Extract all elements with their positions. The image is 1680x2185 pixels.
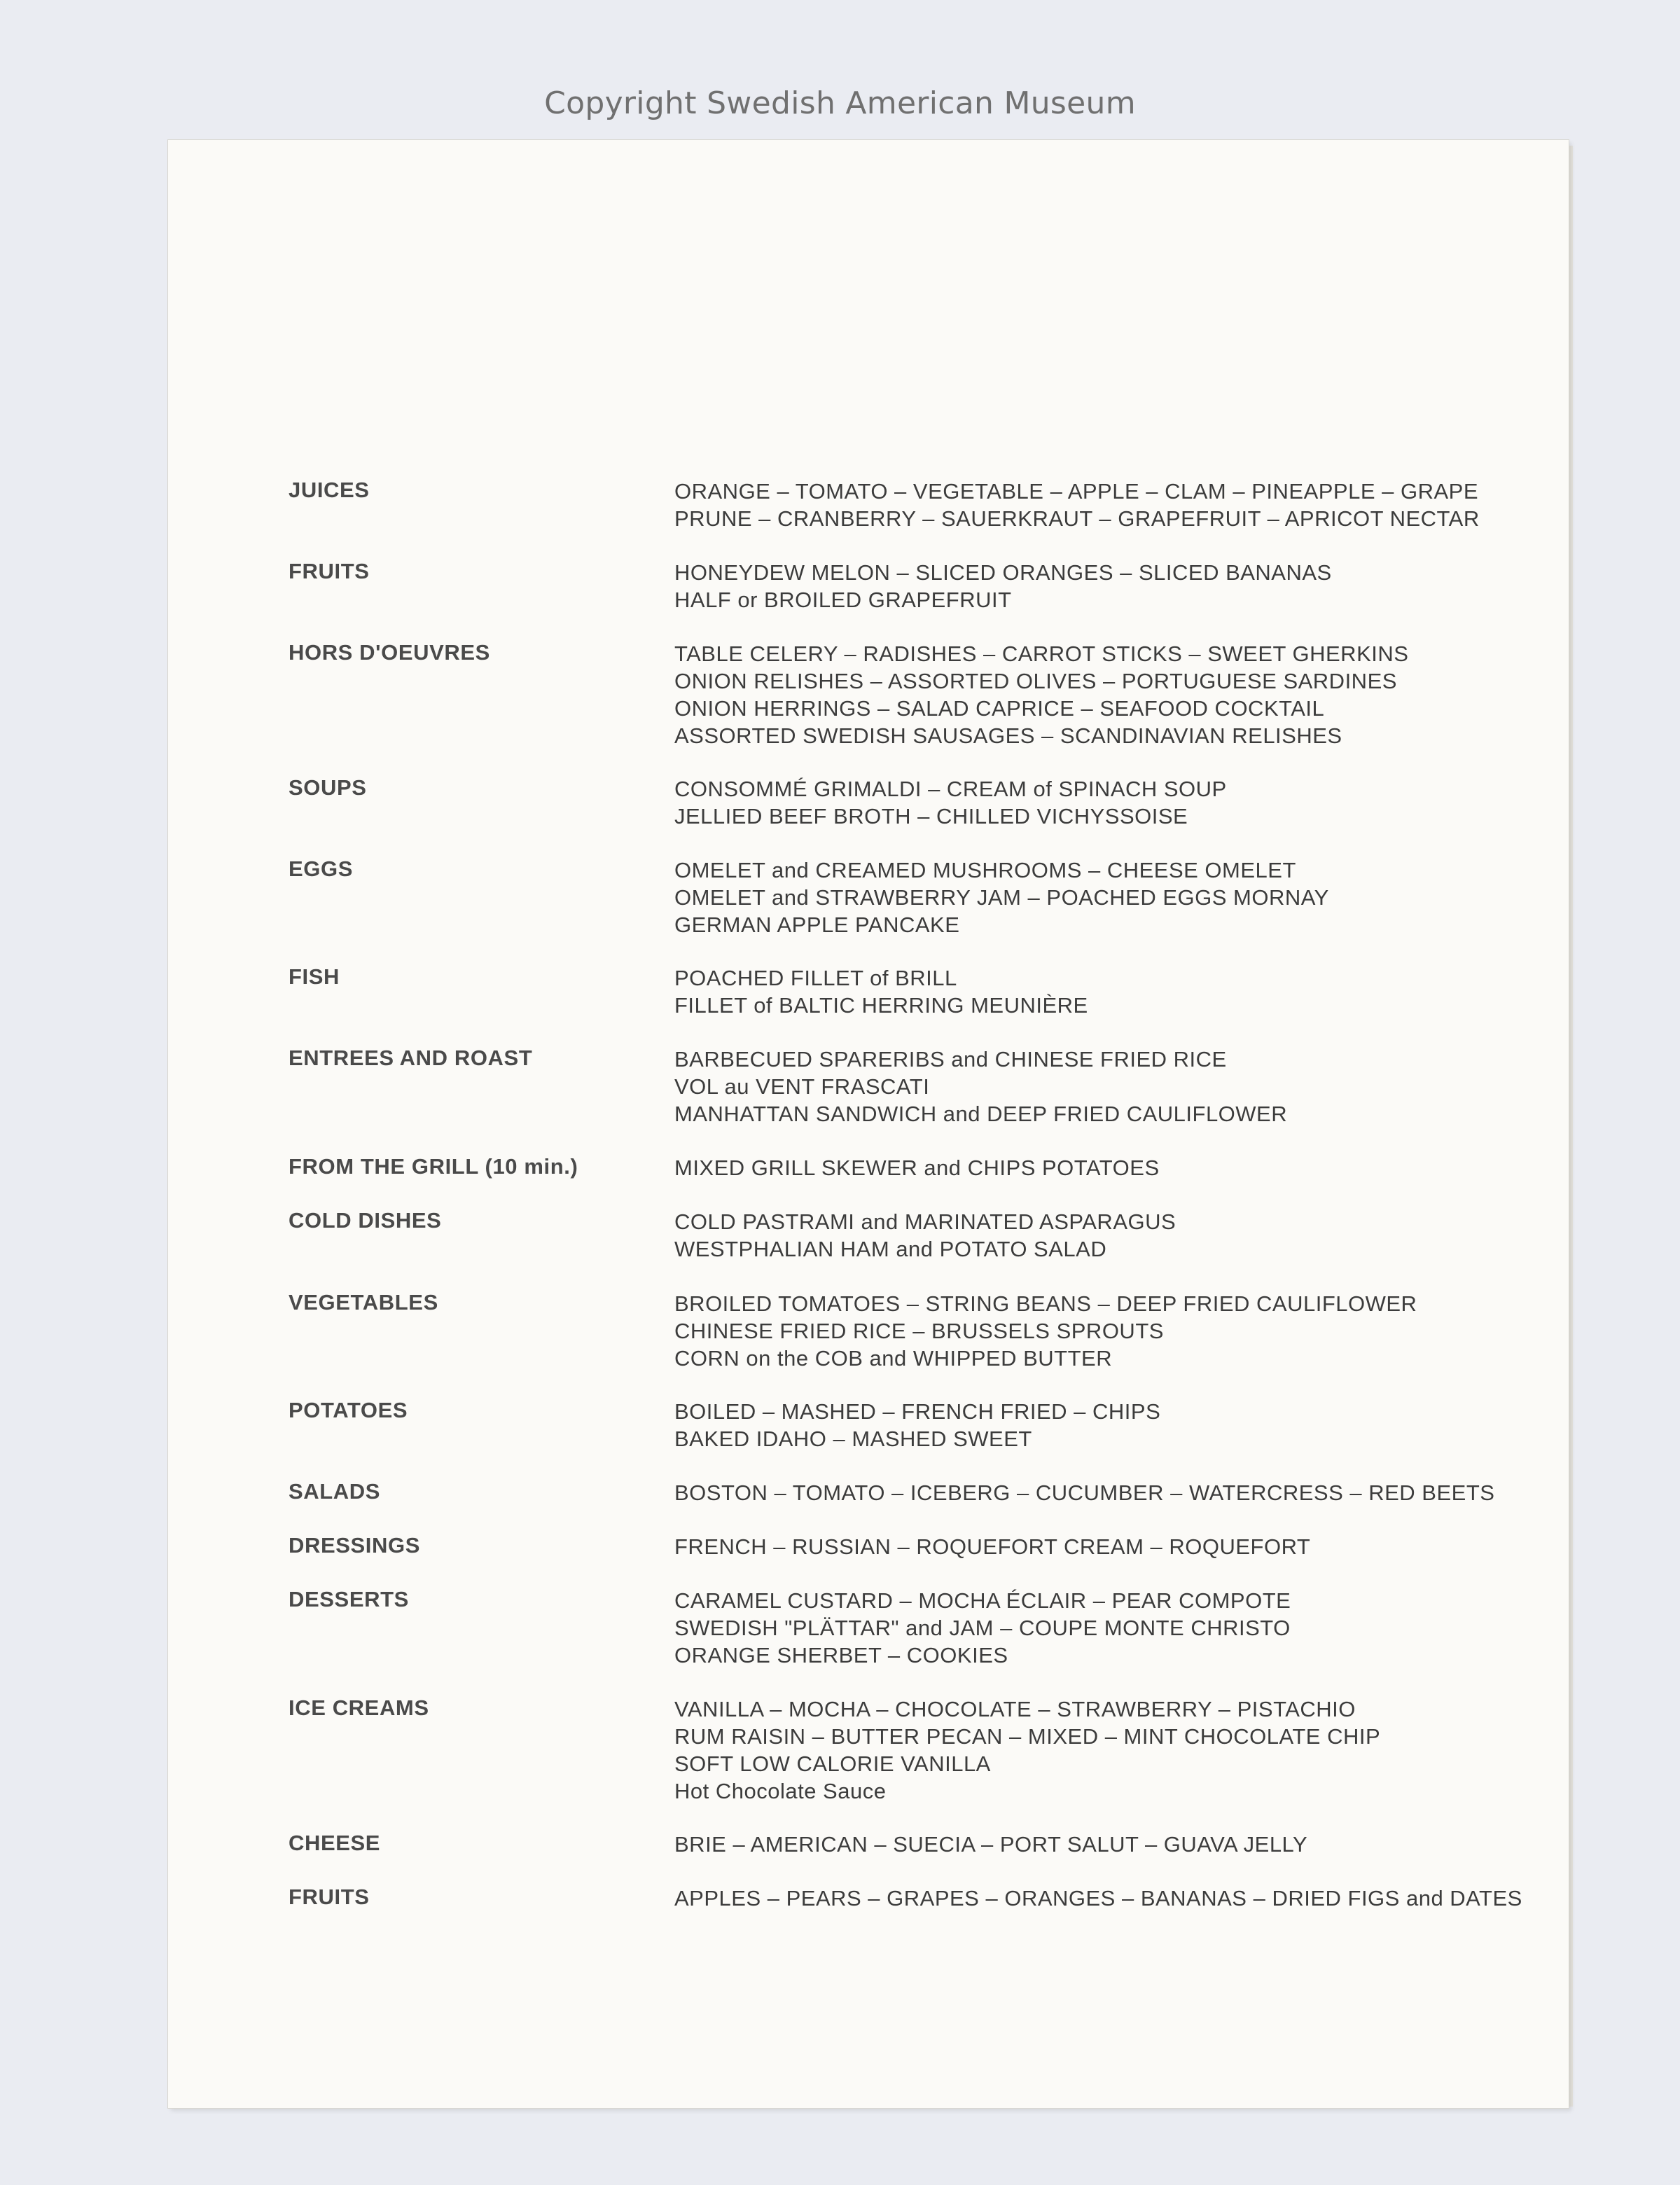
menu-item-line: FRENCH – RUSSIAN – ROQUEFORT CREAM – ROQUEFORT — [674, 1534, 1311, 1559]
menu-item-line: VOL au VENT FRASCATI — [674, 1074, 930, 1099]
menu-item-line: OMELET and STRAWBERRY JAM – POACHED EGGS MORNAY — [674, 885, 1329, 910]
section-items — [674, 1479, 1564, 1506]
menu-item-line: TABLE CELERY – RADISHES – CARROT STICKS – SWEET GHERKINS — [674, 641, 1409, 666]
section-items — [674, 1831, 1564, 1858]
section-category: ENTREES AND ROAST — [289, 1046, 533, 1070]
menu-item-line: MANHATTAN SANDWICH and DEEP FRIED CAULIFLOWER — [674, 1102, 1288, 1126]
menu-item-line: COLD PASTRAMI and MARINATED ASPARAGUS — [674, 1209, 1176, 1234]
section-category: COLD DISHES — [289, 1208, 442, 1233]
section-items — [674, 1154, 1564, 1181]
menu-item-line: Hot Chocolate Sauce — [674, 1779, 887, 1803]
menu-item-line: VANILLA – MOCHA – CHOCOLATE – STRAWBERRY – PISTACHIO — [674, 1697, 1356, 1721]
section-category: FRUITS — [289, 1885, 370, 1909]
section-items — [674, 640, 1564, 749]
menu-item-line: BOSTON – TOMATO – ICEBERG – CUCUMBER – WATERCRESS – RED BEETS — [674, 1480, 1495, 1505]
section-items — [674, 1398, 1564, 1452]
section-category: CHEESE — [289, 1831, 381, 1855]
section-category: HORS D'OEUVRES — [289, 640, 490, 665]
section-items — [674, 1695, 1564, 1805]
section-items — [674, 775, 1564, 830]
menu-item-line: CONSOMMÉ GRIMALDI – CREAM of SPINACH SOUP — [674, 777, 1227, 801]
section-category: FRUITS — [289, 559, 370, 583]
section-category: DRESSINGS — [289, 1533, 420, 1558]
menu-item-line: ONION RELISHES – ASSORTED OLIVES – PORTUGUESE SARDINES — [674, 669, 1397, 693]
menu-item-line: BARBECUED SPARERIBS and CHINESE FRIED RICE — [674, 1047, 1227, 1071]
section-category: FISH — [289, 964, 340, 989]
menu-item-line: RUM RAISIN – BUTTER PECAN – MIXED – MINT CHOCOLATE CHIP — [674, 1724, 1381, 1749]
menu-item-line: CORN on the COB and WHIPPED BUTTER — [674, 1346, 1113, 1371]
menu-item-line: HALF or BROILED GRAPEFRUIT — [674, 588, 1012, 612]
menu-item-line: APPLES – PEARS – GRAPES – ORANGES – BANANAS – DRIED FIGS and DATES — [674, 1886, 1522, 1910]
section-category: JUICES — [289, 478, 370, 502]
menu-item-line: WESTPHALIAN HAM and POTATO SALAD — [674, 1237, 1107, 1261]
section-items — [674, 1587, 1564, 1669]
menu-item-line: ONION HERRINGS – SALAD CAPRICE – SEAFOOD COCKTAIL — [674, 696, 1325, 721]
section-category: EGGS — [289, 856, 353, 881]
menu-item-line: ORANGE – TOMATO – VEGETABLE – APPLE – CLAM – PINEAPPLE – GRAPE — [674, 479, 1479, 504]
section-items — [674, 1046, 1564, 1128]
menu-item-line: ORANGE SHERBET – COOKIES — [674, 1643, 1008, 1667]
section-category: VEGETABLES — [289, 1290, 438, 1315]
section-category: POTATOES — [289, 1398, 408, 1422]
section-items — [674, 1208, 1564, 1263]
menu-item-line: HONEYDEW MELON – SLICED ORANGES – SLICED BANANAS — [674, 560, 1332, 585]
menu-item-line: GERMAN APPLE PANCAKE — [674, 913, 960, 937]
section-items — [674, 1533, 1564, 1560]
section-items — [674, 1885, 1564, 1912]
menu-item-line: OMELET and CREAMED MUSHROOMS – CHEESE OMELET — [674, 858, 1296, 882]
section-items — [674, 1290, 1564, 1372]
menu-item-line: CARAMEL CUSTARD – MOCHA ÉCLAIR – PEAR COMPOTE — [674, 1588, 1291, 1613]
menu-item-line: POACHED FILLET of BRILL — [674, 966, 957, 990]
menu-item-line: CHINESE FRIED RICE – BRUSSELS SPROUTS — [674, 1319, 1164, 1343]
section-items — [674, 856, 1564, 938]
menu-item-line: SOFT LOW CALORIE VANILLA — [674, 1752, 991, 1776]
section-category: SOUPS — [289, 775, 367, 800]
menu-item-line: BOILED – MASHED – FRENCH FRIED – CHIPS — [674, 1399, 1161, 1424]
menu-item-line: ASSORTED SWEDISH SAUSAGES – SCANDINAVIAN RELISHES — [674, 723, 1342, 748]
section-items — [674, 478, 1564, 532]
section-category: SALADS — [289, 1479, 381, 1504]
menu-item-line: SWEDISH "PLÄTTAR" and JAM – COUPE MONTE CHRISTO — [674, 1616, 1291, 1640]
section-category: FROM THE GRILL (10 min.) — [289, 1154, 578, 1179]
section-items — [674, 964, 1564, 1019]
menu-item-line: MIXED GRILL SKEWER and CHIPS POTATOES — [674, 1156, 1160, 1180]
copyright-notice: Copyright Swedish American Museum — [544, 85, 1136, 121]
section-category: DESSERTS — [289, 1587, 409, 1611]
menu-item-line: PRUNE – CRANBERRY – SAUERKRAUT – GRAPEFRUIT – APRICOT NECTAR — [674, 506, 1480, 531]
menu-item-line: BROILED TOMATOES – STRING BEANS – DEEP FRIED CAULIFLOWER — [674, 1291, 1417, 1316]
menu-item-line: BRIE – AMERICAN – SUECIA – PORT SALUT – GUAVA JELLY — [674, 1832, 1308, 1857]
menu-item-line: BAKED IDAHO – MASHED SWEET — [674, 1427, 1032, 1451]
menu-item-line: FILLET of BALTIC HERRING MEUNIÈRE — [674, 993, 1088, 1018]
section-category: ICE CREAMS — [289, 1695, 429, 1720]
section-items — [674, 559, 1564, 613]
menu-item-line: JELLIED BEEF BROTH – CHILLED VICHYSSOISE — [674, 804, 1188, 828]
